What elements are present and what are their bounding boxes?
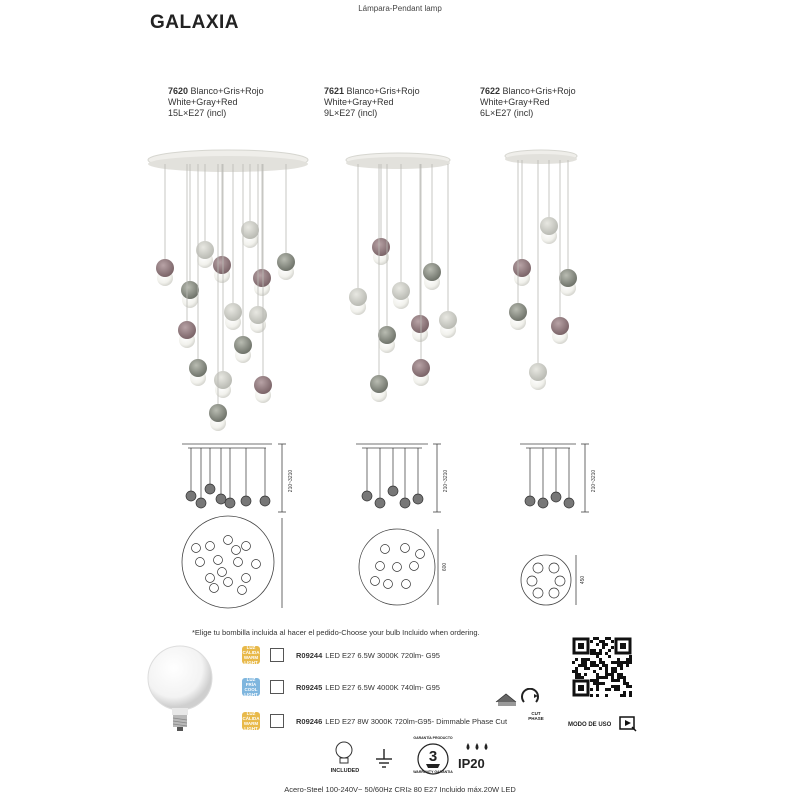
qr-module	[614, 685, 617, 688]
qr-module	[581, 661, 584, 664]
qr-module	[581, 658, 584, 661]
qr-module	[596, 685, 599, 688]
qr-module	[590, 664, 593, 667]
qr-module	[617, 676, 620, 679]
model-7620-info	[168, 86, 264, 119]
globe-shade	[178, 321, 196, 339]
qr-module	[590, 661, 593, 664]
model-spec: 9L×E27 (incl)	[324, 108, 378, 118]
qr-module	[605, 667, 608, 670]
canopy-7621-edge	[346, 157, 450, 169]
qr-module	[599, 640, 602, 643]
qr-module	[581, 676, 584, 679]
drawing-globe	[362, 491, 372, 501]
globe-shade	[189, 359, 207, 377]
canopy-hole	[416, 550, 425, 559]
model-colors-es: Blanco+Gris+Rojo	[190, 86, 264, 96]
qr-module	[617, 664, 620, 667]
canopy-hole	[224, 536, 233, 545]
globe-shade	[254, 376, 272, 394]
drawing-globe	[400, 498, 410, 508]
bulb-code: R09244	[296, 650, 323, 660]
globe-shade	[423, 263, 441, 281]
footer-specs: Acero-Steel 100-240V~ 50/60Hz CRI≥ 80 E27 Incluido máx.20W LED	[284, 785, 516, 794]
canopy-hole	[224, 578, 233, 587]
cut-phase-label: CUT PHASE	[528, 711, 544, 721]
canopy-hole	[376, 562, 385, 571]
canopy-hole	[232, 546, 241, 555]
qr-module	[596, 682, 599, 685]
qr-module	[611, 679, 614, 682]
globe-shade	[214, 371, 232, 389]
qr-module	[602, 664, 605, 667]
drawing-globe	[538, 498, 548, 508]
canopy-hole	[196, 558, 205, 567]
model-colors-en: White+Gray+Red	[324, 97, 394, 107]
model-colors-en: White+Gray+Red	[168, 97, 238, 107]
globe-shade	[234, 336, 252, 354]
drawing-globe	[216, 494, 226, 504]
globe-shade	[529, 363, 547, 381]
qr-module	[593, 682, 596, 685]
product-title: GALAXIA	[150, 12, 239, 33]
canopy-hole	[527, 576, 537, 586]
usage-mode-label: MODO DE USO	[568, 722, 612, 728]
qr-module	[626, 685, 629, 688]
qr-module	[623, 694, 626, 697]
model-7622-info	[480, 86, 576, 119]
pendant-globes	[156, 160, 577, 431]
height-dim-7621: 210~3210	[443, 469, 449, 493]
warranty-top-text: GARANTÍA PRODUCTO	[413, 736, 453, 740]
qr-module	[629, 691, 632, 694]
qr-module	[620, 673, 623, 676]
qr-module	[599, 676, 602, 679]
canopy-hole	[206, 574, 215, 583]
qr-module	[590, 694, 593, 697]
qr-module	[629, 685, 632, 688]
bulb-option-1	[242, 646, 440, 664]
qr-module	[611, 646, 614, 649]
model-7621-info	[324, 86, 420, 119]
qr-module	[596, 673, 599, 676]
globe-shade	[370, 375, 388, 393]
qr-module	[620, 664, 623, 667]
model-colors-es: Blanco+Gris+Rojo	[346, 86, 420, 96]
canopy-hole	[252, 560, 261, 569]
qr-module	[602, 640, 605, 643]
qr-module	[629, 658, 632, 661]
qr-module	[608, 655, 611, 658]
qr-module	[596, 664, 599, 667]
globe-shade	[411, 315, 429, 333]
qr-module	[587, 658, 590, 661]
qr-module	[623, 679, 626, 682]
bulb-code: R09245	[296, 682, 323, 692]
qr-module	[590, 652, 593, 655]
qr-module	[608, 649, 611, 652]
qr-module	[623, 661, 626, 664]
qr-module	[605, 643, 608, 646]
qr-module	[593, 652, 596, 655]
drawing-globe	[413, 494, 423, 504]
qr-module	[611, 673, 614, 676]
canopy-hole	[402, 580, 411, 589]
qr-module	[584, 673, 587, 676]
model-code: 7622	[480, 86, 501, 96]
height-dim-7622: 210~3210	[591, 469, 597, 493]
canopy-hole	[393, 563, 402, 572]
qr-module	[626, 682, 629, 685]
qr-module	[605, 637, 608, 640]
bulb-description: LED E27 6.5W 3000K 720lm- G95	[325, 650, 440, 660]
qr-module	[593, 664, 596, 667]
globe-shade	[551, 317, 569, 335]
qr-module	[596, 643, 599, 646]
bulb-code: R09246	[296, 716, 323, 726]
qr-module	[614, 667, 617, 670]
qr-module	[596, 694, 599, 697]
bulb-checkbox[interactable]	[270, 680, 284, 694]
qr-module	[575, 658, 578, 661]
qr-module	[617, 661, 620, 664]
canopy-hole	[192, 544, 201, 553]
qr-module	[575, 673, 578, 676]
bulb-checkbox[interactable]	[270, 714, 284, 728]
qr-module	[602, 643, 605, 646]
globe-shade	[559, 269, 577, 287]
qr-module	[626, 661, 629, 664]
product-category: Lámpara-Pendant lamp	[358, 4, 442, 13]
warranty-years: 3	[428, 748, 438, 765]
qr-module	[590, 679, 593, 682]
qr-module	[578, 676, 581, 679]
height-dim-7620: 210~3210	[288, 469, 294, 493]
diameter-dim-7622: 450	[580, 575, 586, 585]
qr-module	[605, 694, 608, 697]
qr-module	[572, 661, 575, 664]
drawing-pendants	[186, 448, 574, 598]
canopy-hole	[210, 584, 219, 593]
bulb-image	[140, 640, 220, 732]
qr-module	[617, 685, 620, 688]
qr-module	[608, 637, 611, 640]
qr-module	[599, 682, 602, 685]
qr-module	[608, 673, 611, 676]
canopy-hole	[206, 542, 215, 551]
canopy-hole	[242, 574, 251, 583]
canopy-hole	[214, 556, 223, 565]
model-colors-es: Blanco+Gris+Rojo	[502, 86, 576, 96]
product-photos	[0, 140, 800, 440]
cool-light-swatch: LUZ FRÍA COOL LIGHT	[242, 678, 260, 696]
globe-shade	[196, 241, 214, 259]
qr-module	[584, 664, 587, 667]
globe-shade	[209, 404, 227, 422]
globe-shade	[181, 281, 199, 299]
water-drops-icon	[463, 741, 491, 755]
drawing-globe	[525, 496, 535, 506]
qr-module	[605, 670, 608, 673]
globe-shade	[277, 253, 295, 271]
qr-module	[608, 688, 611, 691]
canopy-7622-edge	[505, 154, 577, 164]
qr-module	[578, 673, 581, 676]
qr-module	[605, 652, 608, 655]
drawing-globe	[205, 484, 215, 494]
canopy-hole	[549, 588, 559, 598]
qr-module	[623, 682, 626, 685]
qr-module	[605, 688, 608, 691]
model-colors-en: White+Gray+Red	[480, 97, 550, 107]
bulb-checkbox[interactable]	[270, 648, 284, 662]
qr-module	[626, 664, 629, 667]
qr-module	[629, 694, 632, 697]
globe-shade	[213, 256, 231, 274]
qr-module	[611, 640, 614, 643]
qr-module	[587, 667, 590, 670]
included-label: INCLUDED	[330, 768, 360, 774]
bulb-option-3	[242, 712, 507, 730]
qr-module	[599, 652, 602, 655]
drawing-globe	[551, 492, 561, 502]
canopy-hole	[242, 542, 251, 551]
canopy-hole	[371, 577, 380, 586]
qr-module	[593, 670, 596, 673]
qr-module	[572, 670, 575, 673]
qr-module	[584, 667, 587, 670]
qr-module	[599, 661, 602, 664]
qr-module	[605, 676, 608, 679]
qr-module	[614, 688, 617, 691]
cut-phase-icon	[494, 688, 544, 712]
drawing-globe	[196, 498, 206, 508]
qr-module	[605, 673, 608, 676]
qr-module	[626, 658, 629, 661]
qr-module	[590, 688, 593, 691]
qr-module	[611, 676, 614, 679]
globe-shade	[378, 326, 396, 344]
qr-module	[599, 667, 602, 670]
ground-icon	[374, 747, 394, 771]
qr-module	[593, 679, 596, 682]
globe-shade	[509, 303, 527, 321]
qr-module	[581, 664, 584, 667]
qr-module	[596, 655, 599, 658]
qr-module	[602, 646, 605, 649]
qr-module	[617, 688, 620, 691]
canopy-hole	[555, 576, 565, 586]
qr-module	[575, 667, 578, 670]
qr-module	[620, 694, 623, 697]
canopy-hole	[381, 545, 390, 554]
qr-module	[614, 679, 617, 682]
qr-module	[596, 679, 599, 682]
canopy-hole	[238, 586, 247, 595]
model-spec: 6L×E27 (incl)	[480, 108, 534, 118]
warm-light-swatch: LUZ CÁLIDA WARM LIGHT	[242, 711, 260, 731]
qr-module	[578, 664, 581, 667]
drawing-globe	[564, 498, 574, 508]
drawing-globe	[186, 491, 196, 501]
drawing-globe	[225, 498, 235, 508]
globe-shade	[224, 303, 242, 321]
qr-code[interactable]	[572, 637, 632, 697]
qr-module	[629, 655, 632, 658]
video-play-icon[interactable]	[619, 715, 637, 733]
canopy-hole	[384, 580, 393, 589]
qr-module	[590, 640, 593, 643]
qr-module	[596, 688, 599, 691]
qr-module	[611, 685, 614, 688]
qr-module	[602, 676, 605, 679]
canopy-hole	[218, 568, 227, 577]
qr-module	[596, 676, 599, 679]
globe-shade	[412, 359, 430, 377]
qr-module	[611, 661, 614, 664]
bulb-description: LED E27 6.5W 4000K 740lm- G95	[325, 682, 440, 692]
qr-module	[605, 664, 608, 667]
qr-module	[596, 637, 599, 640]
drawing-globe	[260, 496, 270, 506]
canopy-hole	[410, 562, 419, 571]
qr-module	[620, 667, 623, 670]
qr-module	[614, 661, 617, 664]
globe-shade	[439, 311, 457, 329]
qr-module	[617, 673, 620, 676]
globe-shade	[513, 259, 531, 277]
globe-shade	[241, 221, 259, 239]
qr-module	[611, 667, 614, 670]
qr-module	[593, 661, 596, 664]
drawing-globe	[375, 498, 385, 508]
warranty-bottom-text: WARRANTY GARANTIA	[413, 770, 453, 774]
qr-module	[599, 658, 602, 661]
qr-module	[596, 652, 599, 655]
qr-module	[620, 676, 623, 679]
qr-module	[614, 670, 617, 673]
bulb-included-icon	[331, 740, 357, 768]
globe-shade	[249, 306, 267, 324]
technical-drawings	[0, 436, 800, 616]
qr-module	[593, 649, 596, 652]
canopy-7620-edge	[148, 156, 308, 172]
bulb-choice-note: *Elige tu bombilla incluida al hacer el pedido-Choose your bulb Incluido when ordering.	[192, 628, 480, 637]
qr-module	[623, 676, 626, 679]
drawing-globe	[388, 486, 398, 496]
globe-shade	[392, 282, 410, 300]
diameter-dim-7621: 600	[442, 562, 448, 572]
ip-rating: IP20	[458, 756, 485, 771]
qr-module	[617, 658, 620, 661]
globe-shade	[156, 259, 174, 277]
qr-module	[611, 670, 614, 673]
qr-module	[599, 649, 602, 652]
qr-module	[620, 661, 623, 664]
qr-module	[623, 691, 626, 694]
bulb-option-2	[242, 678, 440, 696]
qr-module	[602, 661, 605, 664]
bulb-description: LED E27 8W 3000K 720lm-G95- Dimmable Phase Cut	[325, 716, 508, 726]
globe-shade	[253, 269, 271, 287]
globe-shade	[540, 217, 558, 235]
qr-module	[575, 676, 578, 679]
canopy-hole	[234, 558, 243, 567]
canopy-hole	[549, 563, 559, 573]
qr-module	[575, 670, 578, 673]
qr-module	[617, 679, 620, 682]
globe-shade	[349, 288, 367, 306]
canopy-hole	[533, 588, 543, 598]
qr-module	[584, 661, 587, 664]
qr-module	[629, 661, 632, 664]
qr-module	[602, 682, 605, 685]
canopy-hole	[533, 563, 543, 573]
qr-module	[590, 649, 593, 652]
qr-module	[584, 658, 587, 661]
drawing-globe	[241, 496, 251, 506]
model-spec: 15L×E27 (incl)	[168, 108, 227, 118]
model-code: 7620	[168, 86, 189, 96]
warm-light-swatch: LUZ CÁLIDA WARM LIGHT	[242, 645, 260, 665]
qr-module	[593, 637, 596, 640]
canopy-hole	[401, 544, 410, 553]
model-code: 7621	[324, 86, 345, 96]
